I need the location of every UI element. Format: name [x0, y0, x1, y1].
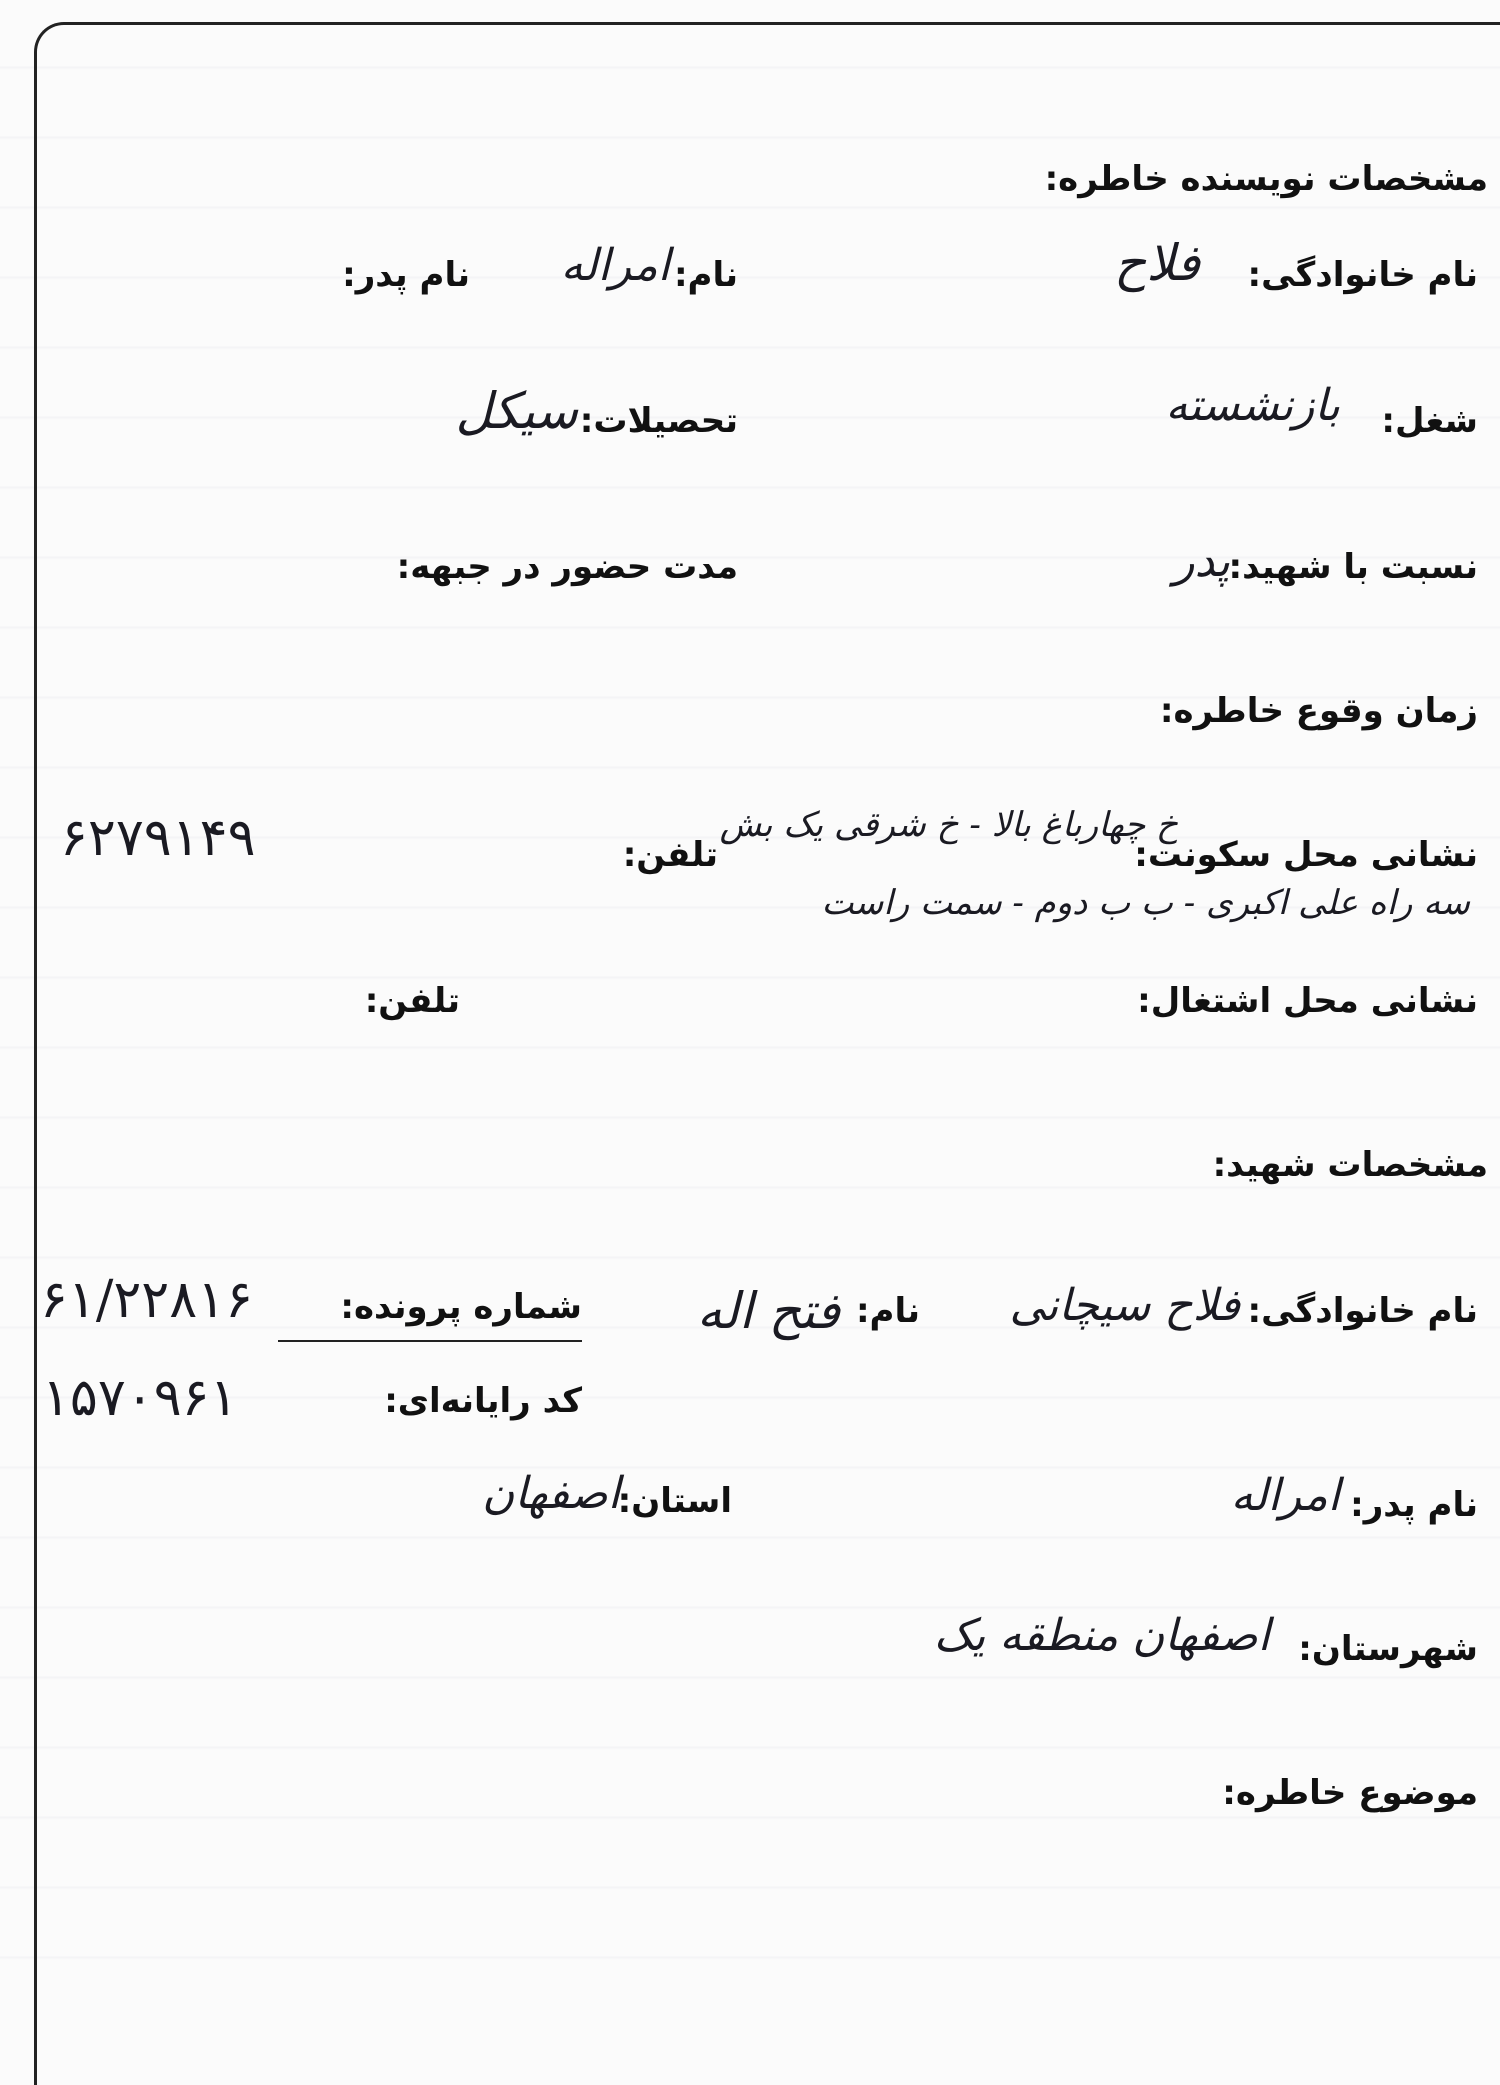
martyr-section-heading: مشخصات شهید:	[1212, 1145, 1488, 1185]
province-label: استان:	[617, 1481, 732, 1521]
writer-section-heading: مشخصات نویسنده خاطره:	[1044, 159, 1488, 199]
work-phone-label: تلفن:	[364, 981, 460, 1021]
city-label: شهرستان:	[1298, 1629, 1478, 1669]
relation-label: نسبت با شهید:	[1228, 547, 1478, 587]
home-address-value-line2: سه راه علی اکبری - ب ب دوم - سمت راست	[821, 883, 1470, 923]
city-value: اصفهان منطقه یک	[933, 1610, 1270, 1661]
martyr-last-name-label: نام خانوادگی:	[1247, 1291, 1478, 1331]
file-number-label: شماره پرونده:	[340, 1287, 582, 1327]
computer-code-label: کد رایانه‌ای:	[384, 1381, 582, 1421]
martyr-last-name-value: فلاح سیچانی	[1009, 1280, 1240, 1331]
writer-last-name-label: نام خانوادگی:	[1247, 255, 1478, 295]
work-address-label: نشانی محل اشتغال:	[1137, 981, 1478, 1021]
education-value: سیکل	[455, 382, 578, 440]
writer-first-name-label: نام:	[673, 255, 738, 295]
front-duration-label: مدت حضور در جبهه:	[396, 547, 738, 587]
memory-time-label: زمان وقوع خاطره:	[1159, 691, 1478, 731]
martyr-first-name-label: نام:	[855, 1291, 920, 1331]
martyr-father-name-value: امراله	[1230, 1470, 1340, 1521]
memory-subject-label: موضوع خاطره:	[1222, 1773, 1478, 1813]
martyr-first-name-value: فتح اله	[696, 1282, 840, 1340]
computer-code-value: ۱۵۷۰۹۶۱	[42, 1368, 238, 1428]
home-address-value: خ چهارباغ بالا - خ شرقی یک بش	[719, 805, 1178, 845]
home-address-label: نشانی محل سکونت:	[1134, 835, 1478, 875]
job-value: بازنشسته	[1165, 380, 1340, 431]
home-phone-label: تلفن:	[622, 835, 718, 875]
file-number-underline	[278, 1340, 582, 1342]
writer-first-name-value: امراله	[560, 240, 670, 291]
file-number-value: ۶۱/۲۲۸۱۶	[40, 1270, 254, 1330]
job-label: شغل:	[1381, 401, 1478, 441]
home-phone-value: ۶۲۷۹۱۴۹	[60, 808, 256, 868]
education-label: تحصیلات:	[579, 401, 738, 441]
writer-last-name-value: فلاح	[1113, 234, 1200, 292]
province-value: اصفهان	[482, 1468, 620, 1519]
relation-value: پدر	[1173, 536, 1230, 587]
martyr-father-name-label: نام پدر:	[1350, 1485, 1478, 1525]
writer-father-name-label: نام پدر:	[342, 255, 470, 295]
